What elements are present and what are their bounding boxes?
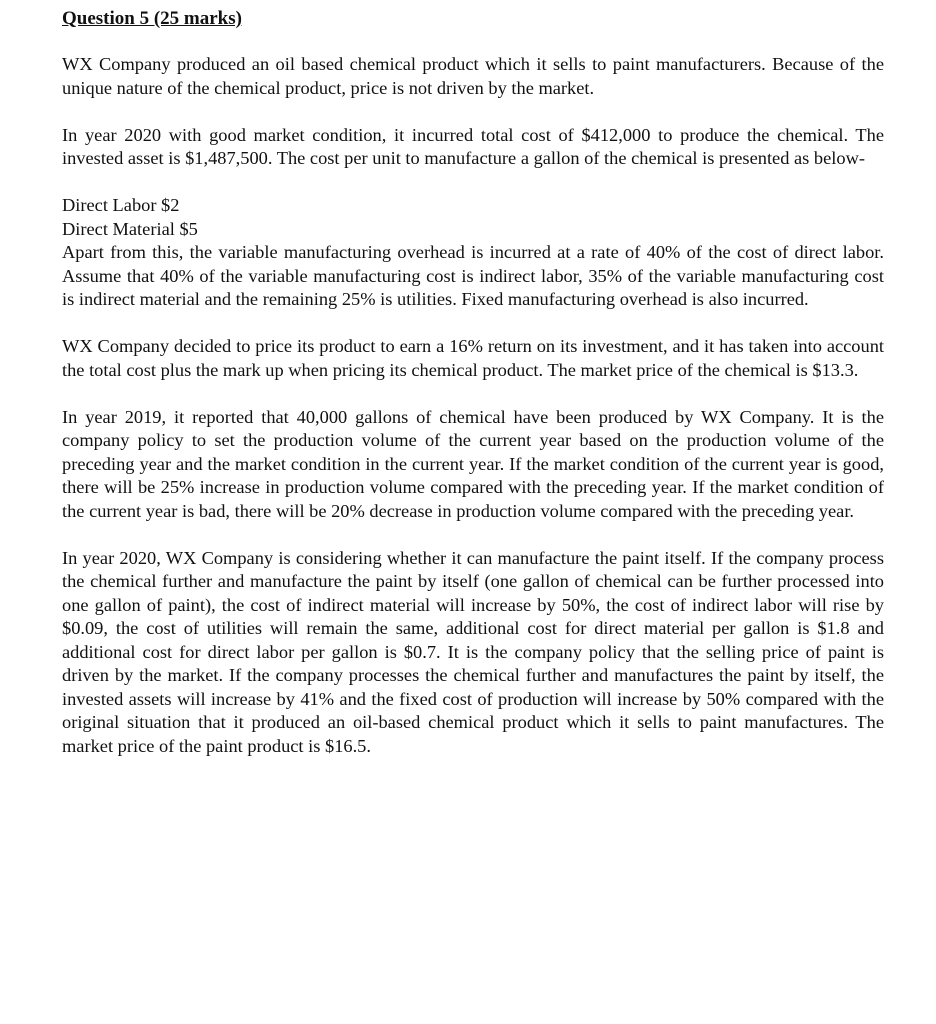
document bbox=[62, 8, 884, 782]
cost-item-direct-material: Direct Material $5 bbox=[62, 218, 198, 239]
paragraph-production-volume: In year 2019, it reported that 40,000 gallons of chemical have been produced by WX Company. It is the company policy to set the production volume of the current year based on the production volume of the preceding year and the market condition in the current year. If the market condition of the current year is good, there will be 25% increase in production volume compared with the preceding year. If the market condition of the current year is bad, there will be 20% decrease in production volume compared with the preceding year. bbox=[62, 406, 884, 521]
paragraph-paint-decision: In year 2020, WX Company is considering whether it can manufacture the paint itself. If the company process the chemical further and manufacture the paint by itself (one gallon of chemical can be further processed into one gallon of paint), the cost of indirect material will increase by 50%, the cost of indirect labor will rise by $0.09, the cost of utilities will remain the same, additional cost for direct material per gallon is $1.8 and additional cost for direct labor per gallon is $0.7. It is the company policy that the selling price of paint is driven by the market. If the company processes the chemical further and manufactures the paint by itself, the invested assets will increase by 41% and the fixed cost of production will increase by 50% compared with the original situation that it produced an oil-based chemical product which it sells to paint manufactures. The market price of the paint product is $16.5. bbox=[62, 547, 884, 756]
paragraph-intro: WX Company produced an oil based chemical product which it sells to paint manufacturers. Because of the unique nature of the chemical product, price is not driven by the market. bbox=[62, 54, 884, 98]
question-heading: Question 5 (25 marks) bbox=[62, 8, 242, 29]
paragraph-2020-cost: In year 2020 with good market condition, it incurred total cost of $412,000 to produce the chemical. The invested asset is $1,487,500. The cost per unit to manufacture a gallon of the chemical is presented as below- bbox=[62, 124, 884, 168]
paragraph-overhead: Apart from this, the variable manufacturing overhead is incurred at a rate of 40% of the cost of direct labor. Assume that 40% of the variable manufacturing cost is indirect labor, 35% of the variable manufacturing cost is indirect material and the remaining 25% is utilities. Fixed manufacturing overhead is also incurred. bbox=[62, 242, 884, 309]
paragraph-pricing: WX Company decided to price its product to earn a 16% return on its investment, and it has taken into account the total cost plus the mark up when pricing its chemical product. The market price of the chemical is $13.3. bbox=[62, 336, 884, 380]
cost-item-direct-labor: Direct Labor $2 bbox=[62, 195, 180, 215]
